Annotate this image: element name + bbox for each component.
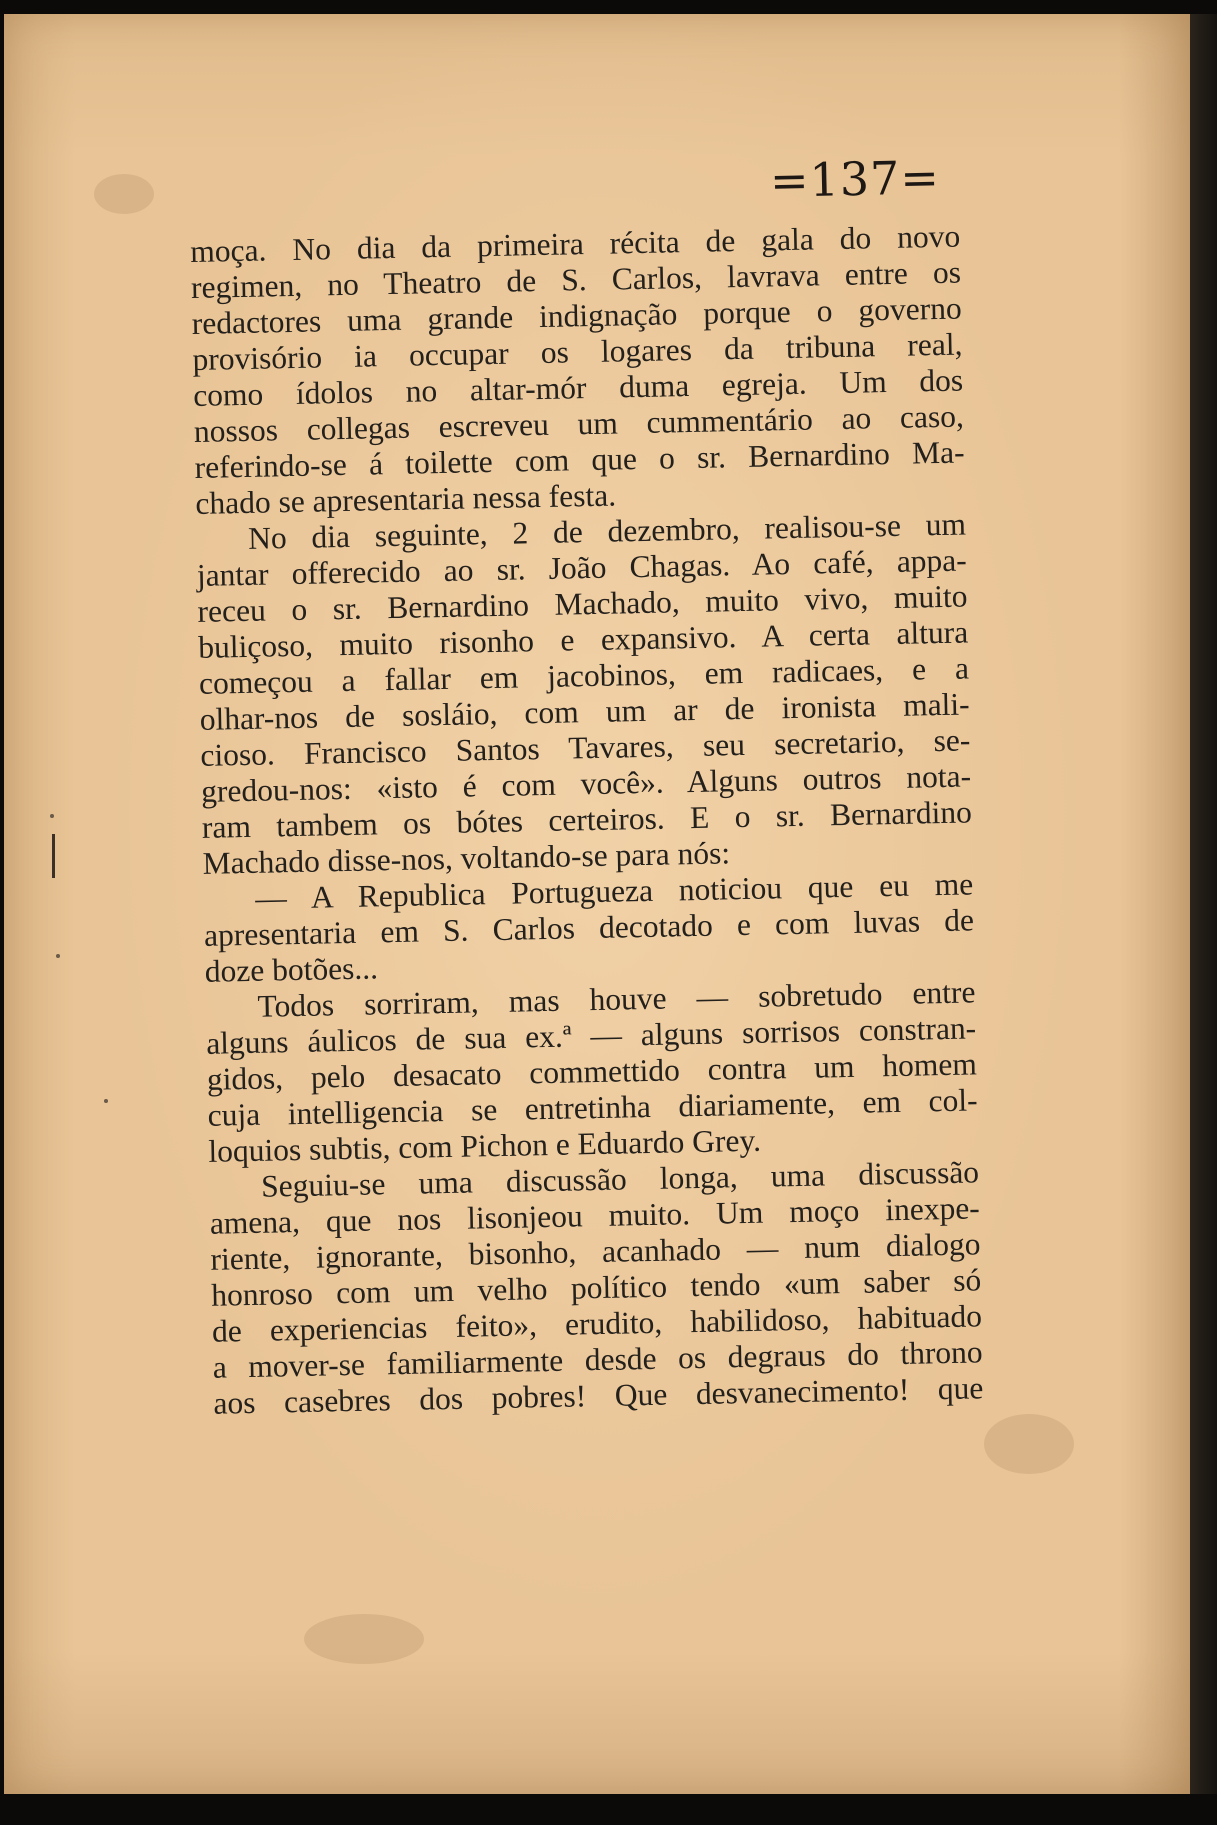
text-line: olhar-nos de sosláio, com um ar de ironista mali- bbox=[199, 686, 970, 737]
text-line: como ídolos no altar-mór duma egreja. Um dos bbox=[192, 362, 964, 413]
text-line: jantar offerecido ao sr. João Chagas. Ao café, appa- bbox=[196, 542, 968, 593]
text-line: buliçoso, muito risonho e expansivo. A certa altura bbox=[197, 614, 969, 665]
text-line: cioso. Francisco Santos Tavares, seu secretario, se- bbox=[200, 722, 971, 773]
text-line: riente, ignorante, bisonho, acanhado — num dialogo bbox=[210, 1226, 981, 1277]
text-line: provisório ia occupar os logares da tribuna real, bbox=[192, 326, 963, 377]
paper-stain bbox=[304, 1614, 424, 1664]
text-line: chado se apresentaria nessa festa. bbox=[195, 477, 617, 521]
text-line: cuja intelligencia se entretinha diariamente, em col- bbox=[207, 1082, 978, 1133]
text-line: de experiencias feito», erudito, habilidoso, habituado bbox=[211, 1298, 983, 1349]
page-number: =137= bbox=[769, 150, 941, 208]
text-line: — A Republica Portugueza noticiou que eu me bbox=[254, 866, 974, 916]
text-line: começou a fallar em jacobinos, em radicaes, e a bbox=[198, 650, 970, 701]
text-line: honroso com um velho político tendo «um saber só bbox=[210, 1262, 982, 1313]
binding-mark bbox=[52, 834, 55, 878]
text-line: moça. No dia da primeira récita de gala do novo bbox=[190, 218, 961, 269]
text-line: redactores uma grande indignação porque o governo bbox=[191, 290, 962, 341]
page-edge bbox=[1190, 14, 1217, 1794]
text-line: a mover-se familiarmente desde os degraus do throno bbox=[212, 1334, 983, 1385]
text-line: gredou-nos: «isto é com você». Alguns outros nota- bbox=[200, 758, 972, 809]
text-line: aos casebres dos pobres! Que desvanecimento! que bbox=[213, 1370, 984, 1421]
text-line: doze botões... bbox=[204, 950, 379, 989]
paper-stain bbox=[94, 174, 154, 214]
text-line: gidos, pelo desacato commettido contra um homem bbox=[206, 1046, 978, 1097]
text-line: apresentaria em S. Carlos decotado e com luvas de bbox=[203, 902, 975, 953]
body-text bbox=[190, 219, 984, 1422]
text-line: amena, que nos lisonjeou muito. Um moço inexpe- bbox=[209, 1190, 981, 1241]
text-line: Seguiu-se uma discussão longa, uma discussão bbox=[260, 1154, 980, 1204]
binding-dot bbox=[104, 1099, 108, 1103]
paper-stain bbox=[984, 1414, 1074, 1474]
text-line: ram tambem os bótes certeiros. E o sr. Bernardino bbox=[201, 794, 973, 845]
binding-dot bbox=[50, 814, 54, 818]
scan-bottom-edge bbox=[0, 1794, 1217, 1825]
text-line: No dia seguinte, 2 de dezembro, realisou-se um bbox=[247, 506, 967, 556]
text-line: Todos sorriram, mas houve — sobretudo entre bbox=[257, 974, 976, 1024]
text-line: referindo-se á toilette com que o sr. Bernardino Ma- bbox=[194, 434, 965, 485]
binding-dot bbox=[56, 954, 60, 958]
text-line: loquios subtis, com Pichon e Eduardo Grey. bbox=[208, 1122, 762, 1169]
text-line: receu o sr. Bernardino Machado, muito vivo, muito bbox=[197, 578, 968, 629]
text-line: Machado disse-nos, voltando-se para nós: bbox=[202, 835, 731, 881]
text-line: nossos collegas escreveu um cummentário ao caso, bbox=[193, 398, 965, 449]
text-line: regimen, no Theatro de S. Carlos, lavrava entre os bbox=[190, 254, 962, 305]
text-line: alguns áulicos de sua ex.ª — alguns sorrisos constran- bbox=[205, 1010, 977, 1061]
